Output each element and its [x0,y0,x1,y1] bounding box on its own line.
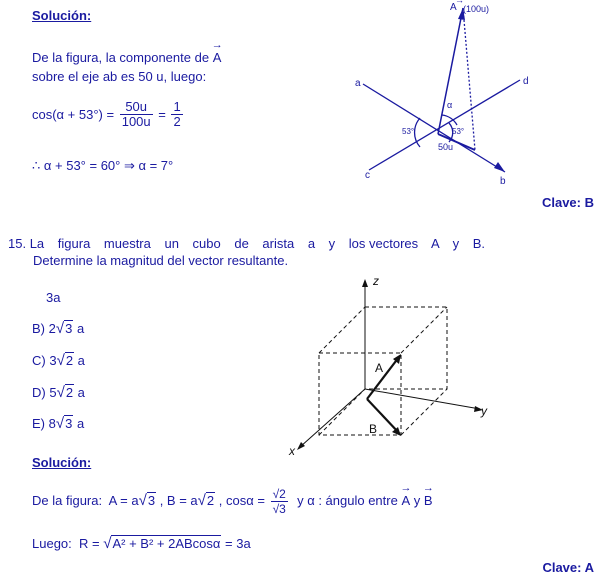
z-label: z [373,275,379,288]
alpha-label: α [447,100,453,110]
label-b: b [500,176,506,187]
option-e: E) 8√3 a [32,415,85,432]
problem-15-text-line1: 15. La figura muestra un cubo de arista a y los vectores A y B. [8,236,486,251]
label-c: c [365,170,370,181]
vector-A-line [438,8,463,134]
z-axis-arrowhead [362,279,368,287]
vector-A-label: → A [213,50,222,65]
clave-2: Clave: A [542,560,594,575]
angle-53-left: 53° [402,127,415,136]
axis-ab [363,84,505,172]
cube-vector-A-label: A [375,361,384,375]
x-axis [300,389,365,447]
option-c: C) 3√2 a [32,352,85,369]
solution2-definitions: De la figura: A = a√3 , B = a√2 , cosα = $\frac{√2}{√3}$ y α : ángulo entre → A y → B [32,487,433,516]
option-b: B) 2√3 a [32,320,85,337]
cube-edge-2 [401,307,447,353]
solution-heading-1: Solución: [32,8,92,23]
angle-53-right: 53° [452,127,465,136]
y-axis [365,389,480,409]
problem-15-text-line2: Determine la magnitud del vector resultante. [33,253,289,268]
solution-heading-2: Solución: [32,455,92,470]
cube-edge-4 [401,389,447,435]
solution2-result: Luego: R = √A² + B² + 2ABcosα = 3a [32,535,251,552]
cube-vector-B-label: B [369,422,378,436]
vector-figure-1 [345,0,545,190]
solution1-line1: De la figura, la componente de → A [32,50,221,65]
axis-cd [369,80,520,170]
cube-edge-1 [319,307,365,353]
vector-A-arrow: → [455,0,464,5]
vector-A-name: A [450,2,457,13]
fraction-1-2: $\frac{1}{2}$ [173,99,181,129]
axis-b-arrowhead [494,162,505,172]
solution1-line2: sobre el eje ab es 50 u, luego: [32,69,207,84]
x-label: x [289,444,295,458]
cube-edge-3 [319,389,365,435]
fraction-50u-100u: $\frac{50u}{100u}$ [121,99,151,129]
equation-1: cos(α + 53°) = $\frac{50u}{100u}$ = $\frac{1}{2}$ [32,99,181,129]
vector-A-magnitude: (100u) [463,4,490,14]
label-a: a [355,78,361,89]
equation-2: ∴ α + 53° = 60° ⇒ α = 7° [32,158,174,173]
option-a: 3a [46,290,61,305]
y-label: y [481,404,487,418]
cube-figure [285,275,495,460]
clave-1: Clave: B [541,195,594,210]
option-d: D) 5√2 a [32,384,85,401]
projection-line [463,8,475,150]
label-d: d [523,76,529,87]
component-label: 50u [438,142,454,152]
